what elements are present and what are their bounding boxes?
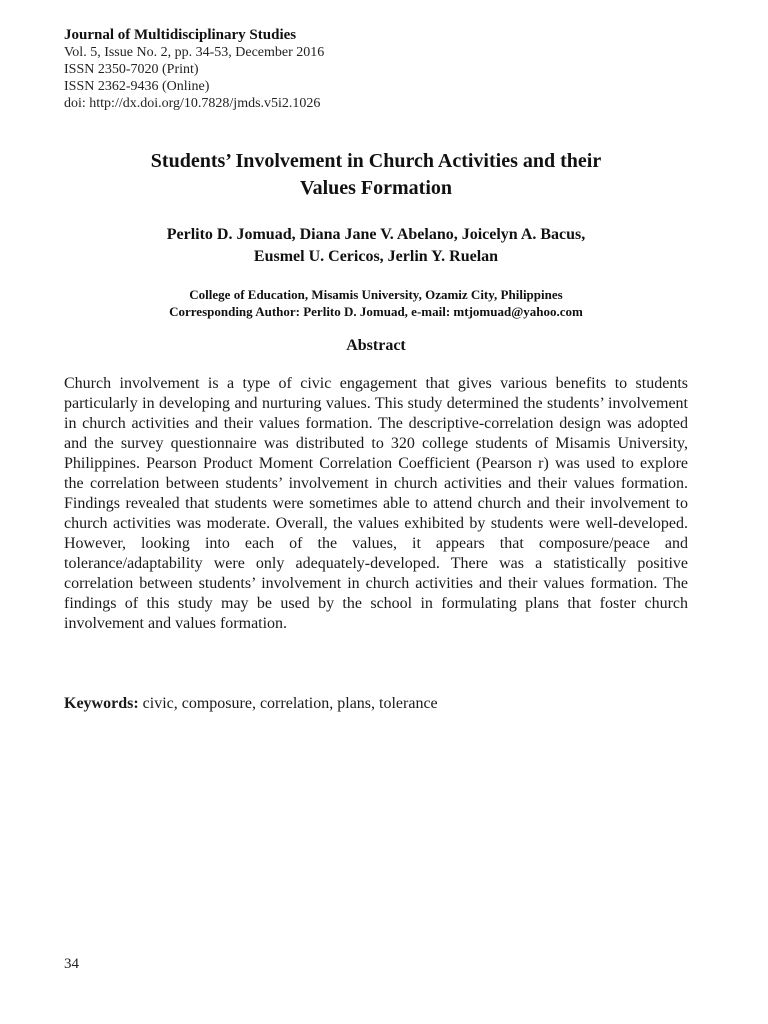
journal-issn-print: ISSN 2350-7020 (Print) [64,62,199,77]
keywords [64,694,688,714]
abstract-body: Church involvement is a type of civic engagement that gives various benefits to students particularly in developing and nurturing values. This study determined the students’ involvement in church activities and their values formation. The descriptive-correlation design was adopted and the survey questionnaire was distributed to 320 college students of Misamis University, Philippines. Pearson Product Moment Correlation Coefficient (Pearson r) was used to explore the correlation between students’ involvement in church activities and their values formation. Findings revealed that students were sometimes able to attend church and their involvement to church activities was moderate. Overall, the values exhibited by students were well-developed. However, looking into each of the values, it appears that composure/peace and tolerance/adaptability were only adequately-developed. There was a statistically positive correlation between students’ involvement in church activities and their values formation. The findings of this study may be used by the school in formulating plans that foster church involvement and values formation. [64,375,688,632]
paper-title-line-1: Students’ Involvement in Church Activities and their [150,150,602,172]
abstract-heading: Abstract [346,337,406,354]
affiliation-block [64,286,688,320]
journal-issn-online: ISSN 2362-9436 (Online) [64,79,210,94]
page-number: 34 [64,956,79,972]
journal-header [64,26,564,112]
author-line-1: Perlito D. Jomuad, Diana Jane V. Abelano, Joicelyn A. Bacus, [166,226,586,243]
institution: College of Education, Misamis University, Ozamiz City, Philippines [189,287,563,302]
author-list [64,224,688,268]
paper-title-line-2: Values Formation [299,177,453,199]
journal-issue: Vol. 5, Issue No. 2, pp. 34-53, December 2016 [64,45,325,60]
journal-doi: doi: http://dx.doi.org/10.7828/jmds.v5i2.1026 [64,96,321,111]
author-line-2: Eusmel U. Cericos, Jerlin Y. Ruelan [253,248,499,265]
corresponding-author: Corresponding Author: Perlito D. Jomuad, e-mail: mtjomuad@yahoo.com [169,304,583,319]
keywords-label: Keywords: [64,695,139,712]
keywords-text: civic, composure, correlation, plans, tolerance [138,695,438,712]
journal-name: Journal of Multidisciplinary Studies [64,27,297,43]
paper-title [64,148,688,202]
